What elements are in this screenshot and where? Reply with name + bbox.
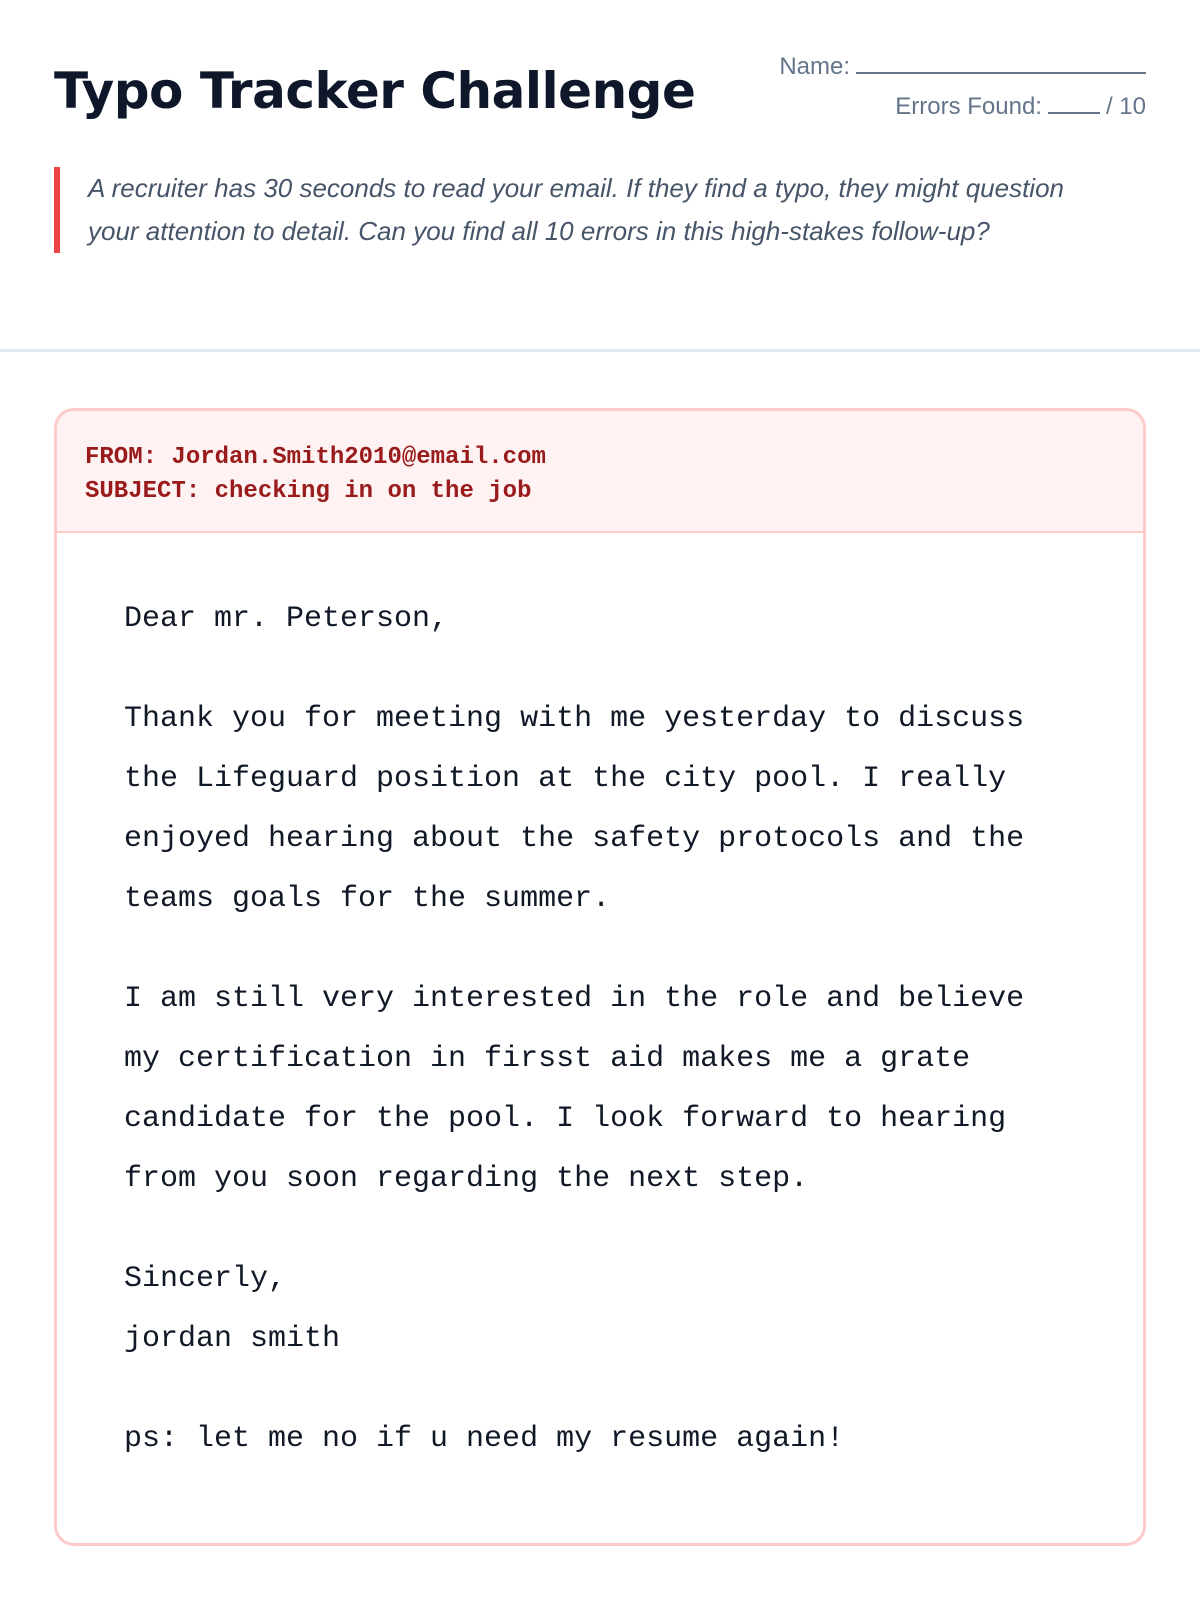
worksheet-header [0, 0, 1200, 352]
email-paragraph-1: Thank you for meeting with me yesterday to discuss the Lifeguard position at the city pool. I really enjoyed hearing about the safety protocols and the teams goals for the summer. [124, 702, 1025, 916]
errors-label: Errors Found: [895, 93, 1042, 120]
email-postscript: ps: let me no if u need my resume again! [124, 1422, 845, 1456]
email-body [124, 589, 1084, 1469]
page-title: Typo Tracker Challenge [54, 62, 696, 120]
student-meta [779, 52, 1146, 122]
errors-total: / 10 [1105, 93, 1146, 120]
name-blank[interactable] [856, 52, 1146, 74]
email-from: FROM: Jordan.Smith2010@email.com [85, 444, 546, 471]
email-closing: Sincerly, [124, 1262, 287, 1296]
email-card [54, 408, 1146, 1546]
errors-row [779, 92, 1146, 122]
errors-blank[interactable] [1048, 92, 1100, 114]
email-paragraph-2: I am still very interested in the role and believe my certification in firsst aid makes me a grate candidate for the pool. I look forward to hearing from you soon regarding the next step. [124, 982, 1025, 1196]
email-subject: SUBJECT: checking in on the job [85, 478, 532, 505]
email-signature: jordan smith [124, 1322, 341, 1356]
name-label: Name: [779, 53, 850, 80]
email-salutation: Dear mr. Peterson, [124, 602, 449, 636]
intro-text: A recruiter has 30 seconds to read your email. If they find a typo, they might question your attention to detail. Can you find all 10 errors in this high-stakes follow-up? [54, 167, 1074, 253]
email-header [57, 411, 1143, 533]
name-row [779, 52, 1146, 82]
